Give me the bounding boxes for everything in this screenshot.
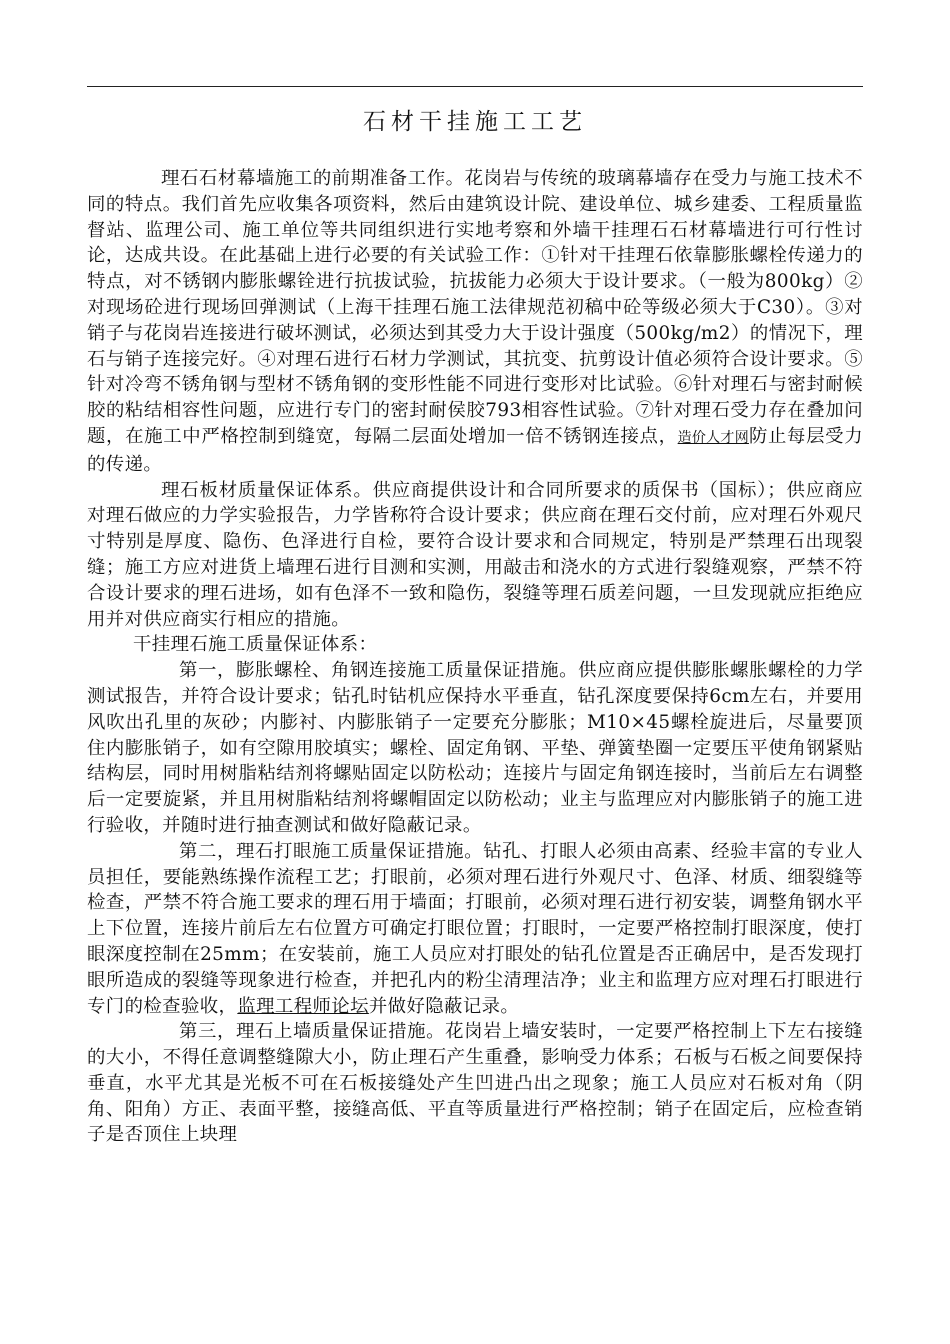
paragraph-second-drilling-tail: 并做好隐蔽记录。 — [368, 995, 520, 1017]
paragraph-preparation — [87, 166, 863, 478]
link-cost-talent[interactable]: 造价人才网 — [677, 429, 749, 446]
link-supervisor-forum[interactable]: 监理工程师论坛 — [237, 995, 369, 1017]
document-title: 石材干挂施工工艺 — [363, 109, 587, 135]
paragraph-preparation-text: 理石石材幕墙施工的前期准备工作。花岗岩与传统的玻璃幕墙存在受力与施工技术不同的特点。我们首先应收集各项资料，然后由建筑设计院、建设单位、城乡建委、工程质量监督站、监理公司、施工单位等共同组织进行实地考察和外墙干挂理石石材幕墙进行可行性讨论，达成共设。在此基础上进行必要的有关试验工作：①针对干挂理石依靠膨胀螺栓传递力的特点，对不锈钢内膨胀螺铨进行抗拔试验，抗拔能力必须大于设计要求。（一般为800kg）②对现场砼进行现场回弹测试（上海干挂理石施工法律规范初稿中砼等级必须大于C30）。③对销子与花岗岩连接进行破坏测试，必须达到其受力大于设计强度（500kg/m2）的情况下，理石与销子连接完好。④对理石进行石材力学测试，其抗变、抗剪设计值必须符合设计要求。⑤针对冷弯不锈角钢与型材不锈角钢的变形性能不同进行变形对比试验。⑥针对理石与密封耐候胶的粘结相容性问题，应进行专门的密封耐侯胶793相容性试验。⑦针对理石受力存在叠加问题，在施工中严格控制到缝宽，每隔二层面处增加一倍不锈钢连接点， — [87, 168, 863, 447]
paragraph-second-drilling — [87, 839, 863, 1020]
section-heading-install-quality: 干挂理石施工质量保证体系： — [133, 634, 378, 656]
paragraph-first-bolts: 第一，膨胀螺栓、角钢连接施工质量保证措施。供应商应提供膨胀螺胀螺栓的力学测试报告，并符合设计要求；钻孔时钻机应保持水平垂直，钻孔深度要保持6cm左右，并要用风吹出孔里的灰砂；内膨衬、内膨胀销子一定要充分膨胀；M10×45螺栓旋进后，尽量要顶住内膨胀销子，如有空隙用胶填实；螺栓、固定角钢、平垫、弹簧垫圈一定要压平使角钢紧贴结构层，同时用树脂粘结剂将螺贴固定以防松动；连接片与固定角钢连接时，当前后左右调整后一定要旋紧，并且用树脂粘结剂将螺帽固定以防松动；业主与监理应对内膨胀销子的施工进行验收，并随时进行抽查测试和做好隐蔽记录。 — [87, 660, 863, 836]
paragraph-material-quality: 理石板材质量保证体系。供应商提供设计和合同所要求的质保书（国标）；供应商应对理石做应的力学实验报告，力学皆称符合设计要求；供应商在理石交付前，应对理石外观尺寸特别是厚度、隐伤、色泽进行自检，要符合设计要求和合同规定，特别是严禁理石出现裂缝；施工方应对进货上墙理石进行目测和实测，用敲击和浇水的方式进行裂缝观察，严禁不符合设计要求的理石进场，如有色泽不一致和隐伤，裂缝等理石质差问题，一旦发现就应拒绝应用并对供应商实行相应的措施。 — [87, 479, 863, 630]
paragraph-second-drilling-text: 第二，理石打眼施工质量保证措施。钻孔、打眼人必须由高素、经验丰富的专业人员担任，要能熟练操作流程工艺；打眼前，必须对理石进行外观尺寸、色泽、材质、细裂缝等检查，严禁不符合施工要求的理石用于墙面；打眼前，必须对理石进行初安装，调整角钢水平上下位置，连接片前后左右位置方可确定打眼位置；打眼时，一定要严格控制打眼深度，使打眼深度控制在25mm；在安装前，施工人员应对打眼处的钻孔位置是否正确居中，是否发现打眼所造成的裂缝等现象进行检查，并把孔内的粉尘清理洁净；业主和监理方应对理石打眼进行专门的检查验收， — [87, 840, 863, 1017]
document-body — [87, 166, 863, 1148]
paragraph-preparation-tail: 防止每层受力的传递。 — [87, 425, 864, 475]
header-rule — [87, 86, 863, 87]
paragraph-third-installation: 第三，理石上墙质量保证措施。花岗岩上墙安装时，一定要严格控制上下左右接缝的大小，不得任意调整缝隙大小，防止理石产生重叠，影响受力体系；石板与石板之间要保持垂直，水平尤其是光板不可在石板接缝处产生凹进凸出之现象；施工人员应对石板对角（阴角、阳角）方正、表面平整，接缝高低、平直等质量进行严格控制；销子在固定后，应检查销子是否顶住上块理 — [87, 1021, 863, 1146]
